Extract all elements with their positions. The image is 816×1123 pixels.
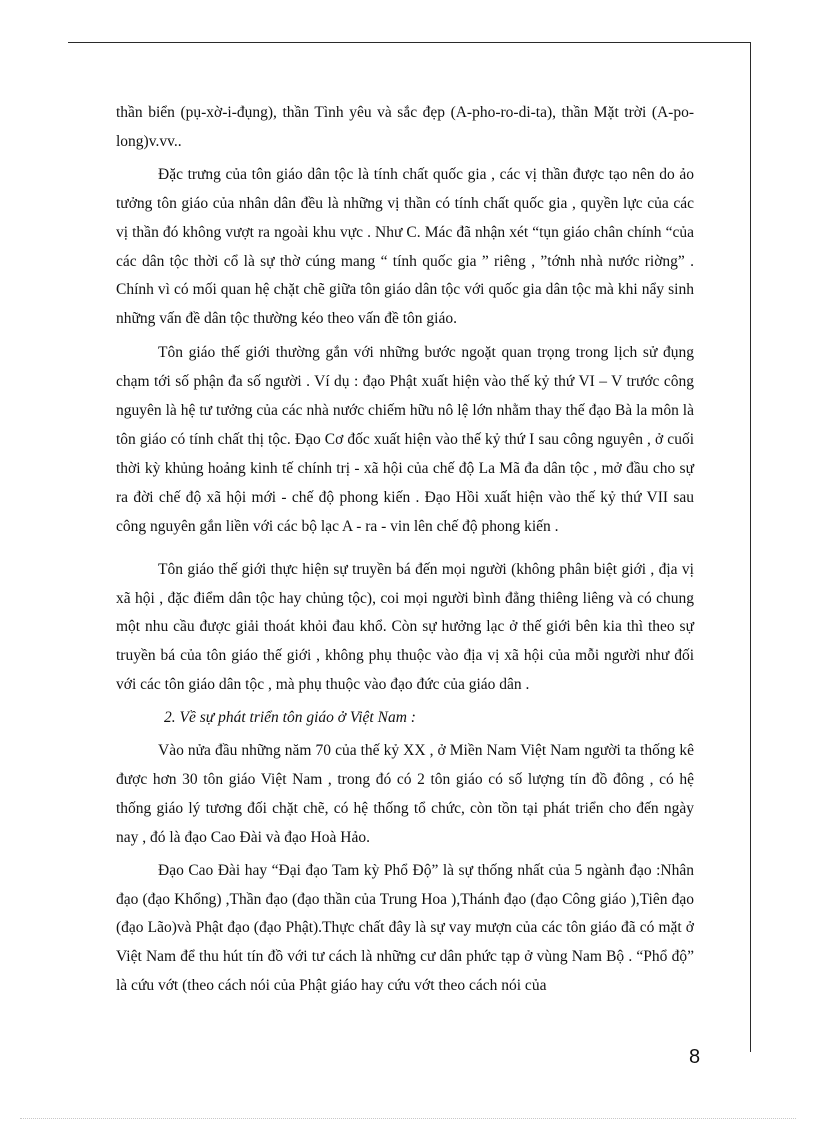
footer-divider (20, 1118, 796, 1119)
paragraph-4: Tôn giáo thế giới thực hiện sự truyền bá đến mọi người (không phân biệt giới , địa vị xã hội , đặc điểm dân tộc hay chủng tộc), coi mọi người bình đẳng thiêng liêng và có chung một nhu cầu được giải thoát khỏi đau khổ. Còn sự hưởng lạc ở thế giới bên kia thì theo sự truyền bá của tôn giáo thế giới , không phụ thuộc vào địa vị xã hội của mỗi người như đối với các tôn giáo dân tộc , mà phụ thuộc vào đạo đức của giáo dân . (116, 560, 694, 694)
section-heading: 2. Về sự phát triển tôn giáo ở Việt Nam : (164, 709, 416, 727)
paragraph-5: Vào nửa đầu những năm 70 của thế kỷ XX , ở Miền Nam Việt Nam người ta thống kê được hơn 30 tôn giáo Việt Nam , trong đó có 2 tôn giáo có số lượng tín đồ đông , có hệ thống giáo lý tương đối chặt chẽ, có hệ thống tổ chức, còn tồn tại phát triển cho đến ngày nay , đó là đạo Cao Đài và đạo Hoà Hảo. (116, 742, 694, 846)
paragraph-2: Đặc trưng của tôn giáo dân tộc là tính chất quốc gia , các vị thần được tạo nên do ảo tưởng tôn giáo của nhân dân đều là những vị thần có tính chất quốc gia , quyền lực của các vị thần đó không vượt ra ngoài khu vực . Như C. Mác đã nhận xét “tụn giáo chân chính “của các dân tộc thời cổ là sự thờ cúng mang “ tính quốc gia ” riêng , ”tớnh nhà nước riờng” . Chính vì có mối quan hệ chặt chẽ giữa tôn giáo dân tộc với quốc gia dân tộc mà khi nẩy sinh những vấn đề dân tộc thường kéo theo vấn đề tôn giáo. (116, 165, 694, 328)
document-body (116, 99, 694, 1001)
paragraph-1: thần biển (pụ-xờ-i-đụng), thần Tình yêu và sắc đẹp (A-pho-ro-di-ta), thần Mặt trời (A-po-long)v.vv.. (116, 104, 694, 150)
paragraph-6: Đạo Cao Đài hay “Đại đạo Tam kỳ Phổ Độ” là sự thống nhất của 5 ngành đạo :Nhân đạo (đạo Khổng) ,Thần đạo (đạo thần của Trung Hoa ),Thánh đạo (đạo Công giáo ),Tiên đạo (đạo Lão)và Phật đạo (đạo Phật).Thực chất đây là sự vay mượn của các tôn giáo đã có mặt ở Việt Nam để thu hút tín đồ với tư cách là những cư dân phức tạp ở vùng Nam Bộ . “Phổ độ” là cứu vớt (theo cách nói của Phật giáo hay cứu vớt theo cách nói của (116, 861, 694, 995)
paragraph-3: Tôn giáo thế giới thường gắn với những bước ngoặt quan trọng trong lịch sử đụng chạm tới số phận đa số người . Ví dụ : đạo Phật xuất hiện vào thế kỷ thứ VI – V trước công nguyên là hệ tư tưởng của các nhà nước chiếm hữu nô lệ lớn nhằm thay thế đạo Bà la môn là tôn giáo có tính chất thị tộc. Đạo Cơ đốc xuất hiện vào thế kỷ thứ I sau công nguyên , ở cuối thời kỳ khủng hoảng kinh tế chính trị - xã hội của chế độ La Mã đa dân tộc , mở đầu cho sự ra đời chế độ xã hội mới - chế độ phong kiến . Đạo Hồi xuất hiện vào thế kỷ thứ VII sau công nguyên gắn liền với các bộ lạc A - ra - vin lên chế độ phong kiến . (116, 344, 694, 535)
page-number: 8 (689, 1046, 701, 1068)
